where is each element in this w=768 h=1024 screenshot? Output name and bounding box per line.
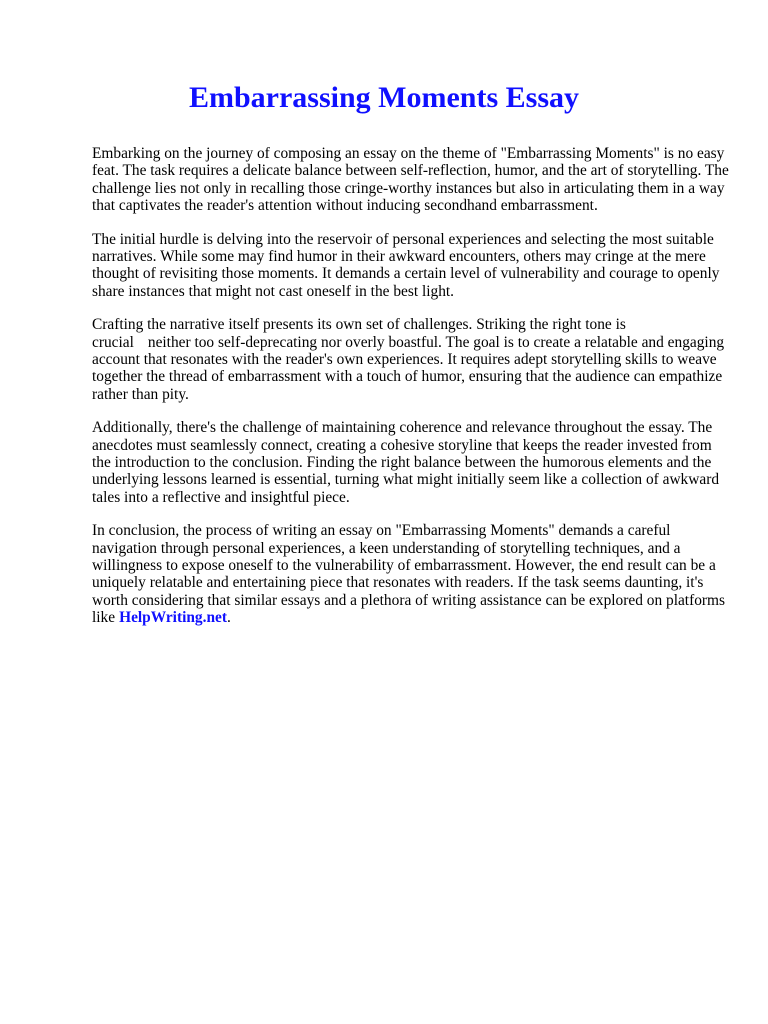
paragraph-4: Additionally, there's the challenge of maintaining coherence and relevance throughout the essay. The anecdotes must seamlessly connect, creating a cohesive storyline that keeps the reader invested from the introduction to the conclusion. Finding the right balance between the humorous elements and the underlying lessons learned is essential, turning what might initially seem like a collection of awkward tales into a reflective and insightful piece.: [92, 419, 720, 506]
paragraph-3: [92, 316, 732, 402]
paragraph-1: Embarking on the journey of composing an essay on the theme of "Embarrassing Moments" is no easy feat. The task requires a delicate balance between self-reflection, humor, and the art of storytelling. The challenge lies not only in recalling those cringe-worthy instances but also in articulating them in a way that captivates the reader's attention without inducing secondhand embarrassment.: [92, 145, 729, 214]
paragraph-3-rest: neither too self-deprecating nor overly boastful. The goal is to create a relatable and engaging account that resonates with the reader's own experiences. It requires adept storytelling skills to weave together the thread of embarrassment with a touch of humor, ensuring that the audience can empathize rather than pity.: [92, 333, 725, 403]
document-title: Embarrassing Moments Essay: [188, 81, 579, 114]
paragraph-2: The initial hurdle is delving into the reservoir of personal experiences and selecting the most suitable narratives. While some may find humor in their awkward encounters, others may cringe at the mere thought of revisiting those moments. It demands a certain level of vulnerability and courage to openly share instances that might not cast oneself in the best light.: [92, 230, 720, 300]
paragraph-5-text: In conclusion, the process of writing an essay on "Embarrassing Moments" demands a careful navigation through personal experiences, a keen understanding of storytelling techniques, and a willingness to expose oneself to the vulnerability of embarrassment. However, the end result can be a uniquely relatable and entertaining piece that resonates with readers. If the task seems daunting, it's worth considering that similar essays and a plethora of writing assistance can be explored on platforms like: [92, 522, 725, 626]
paragraph-5: [92, 522, 732, 626]
helpwriting-link[interactable]: HelpWriting.net: [119, 608, 227, 626]
paragraph-3-word: crucial: [92, 333, 134, 351]
paragraph-5-end: .: [226, 608, 231, 626]
paragraph-3-line-1: Crafting the narrative itself presents its own set of challenges. Striking the right tone is: [92, 316, 626, 334]
document-body: [92, 145, 732, 643]
